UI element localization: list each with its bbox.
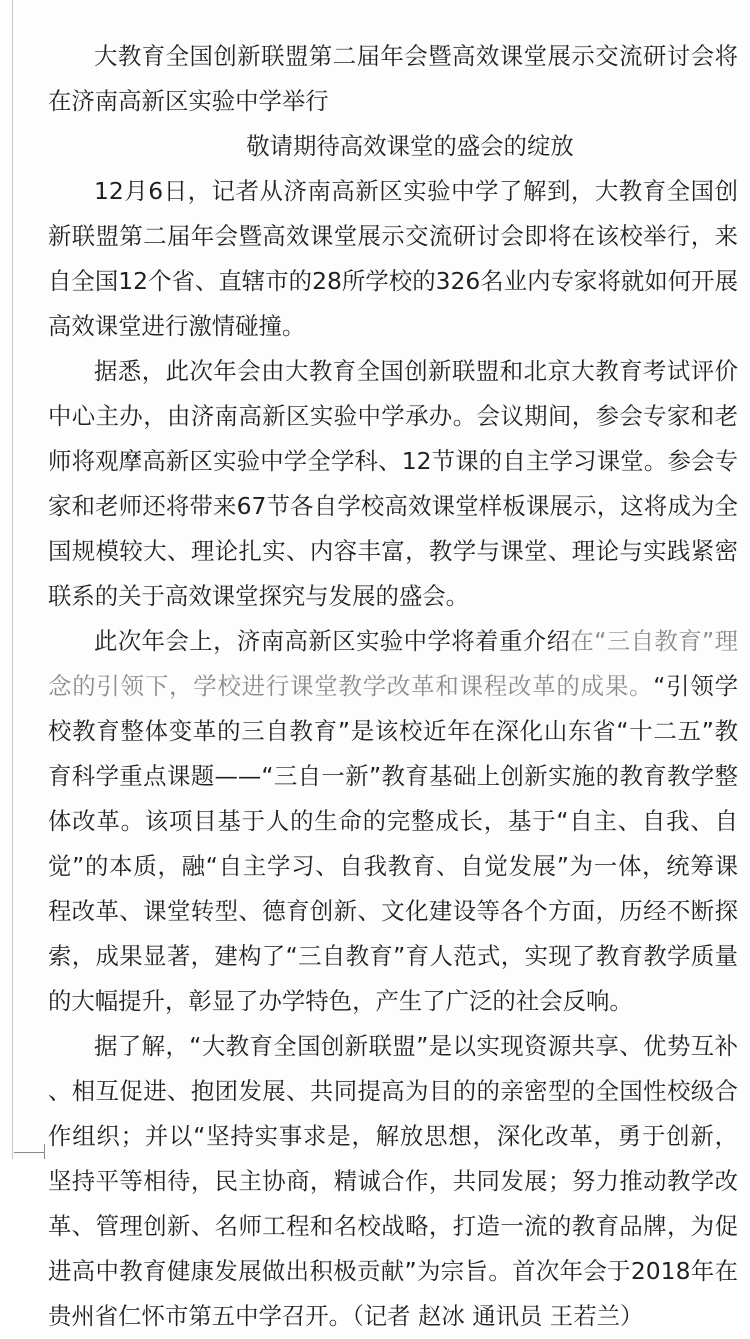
news-article xyxy=(48,34,738,1339)
paragraph-3-end: “引领学校教育整体变革的三自教育”是该校近年在深化山东省“十二五”教育科学重点课题——“三自一新”教育基础上创新实施的教育教学整体改革。该项目基于人的生命的完整成长，基于“自主、自我、自觉”的本质，融“自主学习、自我教育、自觉发展”为一体，统筹课程改革、课堂转型、德育创新、文化建设等各个方面，历经不断探索，成果显著，建构了“三自教育”育人范式，实现了教育教学质量的大幅提升，彰显了办学特色，产生了广泛的社会反响。 xyxy=(48,672,738,1015)
paragraph-3-start: 此次年会上，济南高新区实验中学将着重介绍 xyxy=(94,627,571,655)
paragraph-3 xyxy=(48,619,738,1024)
page-corner-mark-vertical xyxy=(44,1144,45,1159)
page-corner-mark xyxy=(14,1152,44,1153)
paragraph-3-highlight: 在“三自教育”理念的引领下，学校进行课堂教学改革和课程改革的成果。 xyxy=(48,627,738,700)
article-subtitle: 敬请期待高效课堂的盛会的绽放 xyxy=(246,132,574,160)
page-margin-line xyxy=(12,0,13,1159)
article-title: 大教育全国创新联盟第二届年会暨高效课堂展示交流研讨会将在济南高新区实验中学举行 xyxy=(48,42,738,115)
paragraph-2: 据悉，此次年会由大教育全国创新联盟和北京大教育考试评价中心主办，由济南高新区实验中学承办。会议期间，参会专家和老师将观摩高新区实验中学全学科、12节课的自主学习课堂。参会专家和老师还将带来67节各自学校高效课堂样板课展示，这将成为全国规模较大、理论扎实、内容丰富，教学与课堂、理论与实践紧密联系的关于高效课堂探究与发展的盛会。 xyxy=(48,357,738,610)
paragraph-4: 据了解，“大教育全国创新联盟”是以实现资源共享、优势互补、相互促进、抱团发展、共同提高为目的的亲密型的全国性校级合作组织；并以“坚持实事求是，解放思想，深化改革，勇于创新，坚持平等相待，民主协商，精诚合作，共同发展；努力推动教学改革、管理创新、名师工程和名校战略，打造一流的教育品牌，为促进高中教育健康发展做出积极贡献”为宗旨。首次年会于2018年在贵州省仁怀市第五中学召开。（记者 赵冰 通讯员 王若兰） xyxy=(48,1032,738,1330)
paragraph-1: 12月6日，记者从济南高新区实验中学了解到，大教育全国创新联盟第二届年会暨高效课堂展示交流研讨会即将在该校举行，来自全国12个省、直辖市的28所学校的326名业内专家将就如何开展高效课堂进行激情碰撞。 xyxy=(48,177,738,340)
